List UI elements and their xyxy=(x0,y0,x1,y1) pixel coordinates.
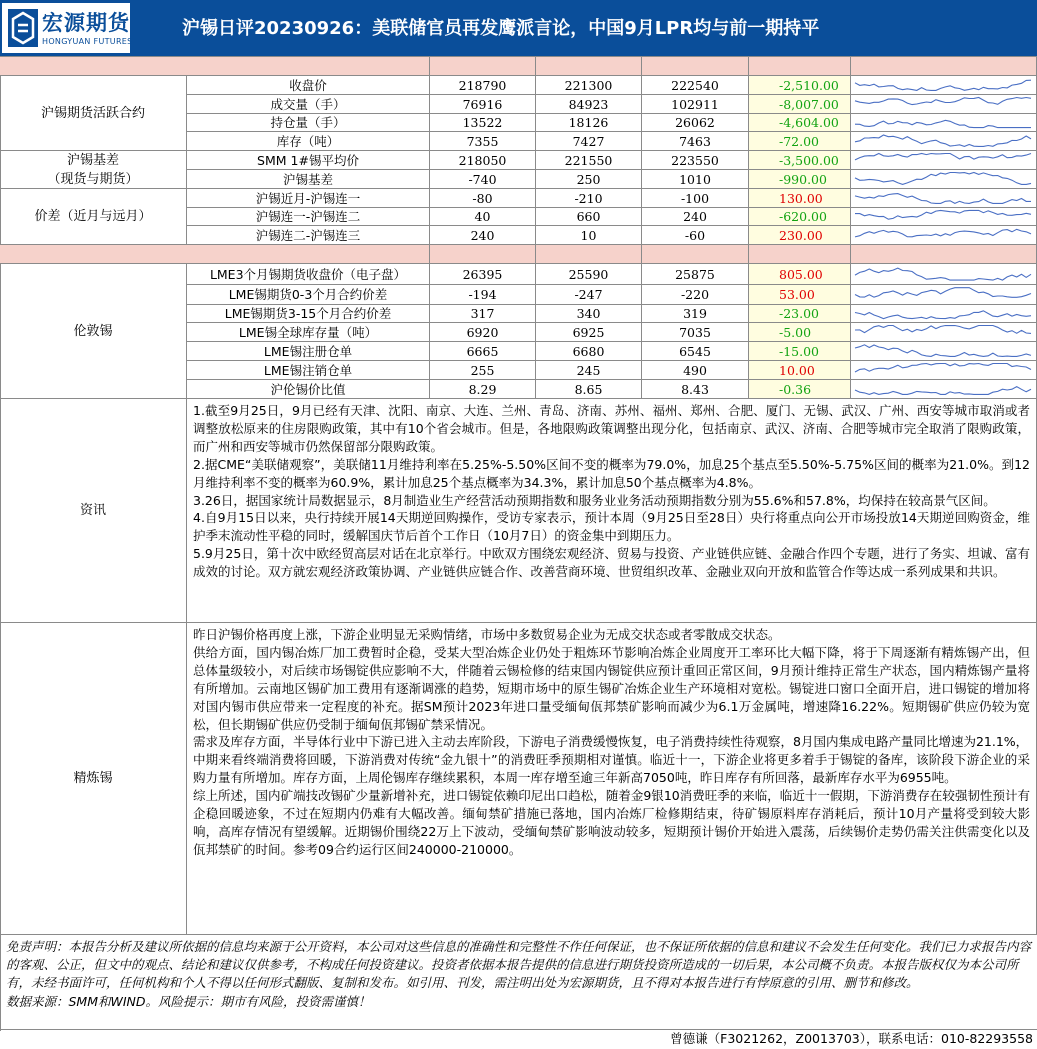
trend-cell xyxy=(851,380,1037,399)
news-paragraph: 5.9月25日，第十次中欧经贸高层对话在北京举行。中欧双方围绕宏观经济、贸易与投资、产业链供应链、金融合作四个专题，进行了务实、坦诚、富有成效的讨论。双方就宏观经济政策协调、产业链供应链合作、改善营商环境、世贸组织改革、金融业双向开放和监管合作等达成一系列成果和共识。 xyxy=(193,546,1030,580)
refined-tin-paragraph: 综上所述，国内矿端技改锡矿少量新增补充，进口锡锭依赖印尼出口趋松，随着金9银10消费旺季的来临，临近十一假期，下游消费存在较强韧性预计有企稳回暖迹象，不过在短期内仍难有大幅改善。缅甸禁矿措施已落地，国内冶炼厂检修期结束，待矿锡原料库存消耗后，预计10月产量将受到较大影响，高库存情况有望缓解。近期锡价围绕22万上下波动，受缅甸禁矿影响波动较多，短期预计锡价开始进入震荡，后续锡价走势仍需关注供需变化以及佤邦禁矿的时间。参考09合约运行区间240000-210000。 xyxy=(193,788,1030,857)
value-cell: -220 xyxy=(642,285,749,305)
row-label: 成交量（手） xyxy=(187,95,430,114)
sparkline-chart xyxy=(851,208,1036,225)
sparkline-line xyxy=(855,98,1031,105)
disclaimer xyxy=(0,935,1037,1030)
column-header xyxy=(430,245,536,264)
value-cell: 10 xyxy=(536,226,642,245)
column-header xyxy=(749,57,851,76)
value-cell: 7463 xyxy=(642,132,749,151)
report-header xyxy=(0,0,1037,56)
logo-mark-icon xyxy=(8,9,38,47)
value-cell: 25590 xyxy=(536,264,642,285)
change-cell: -72.00 xyxy=(749,132,851,151)
news-paragraph: 2.据CME“美联储观察”，美联储11月维持利率在5.25%-5.50%区间不变的概率为79.0%，加息25个基点至5.50%-5.75%区间的概率为21.0%。到12月维持利率不变的概率为60.9%，累计加息25个基点概率为34.3%，累计加息50个基点概率为4.8%。 xyxy=(193,456,1030,490)
trend-cell xyxy=(851,76,1037,95)
value-cell: 25875 xyxy=(642,264,749,285)
sparkline-chart xyxy=(851,323,1036,341)
value-cell: 319 xyxy=(642,305,749,323)
refined-tin-label: 精炼锡 xyxy=(0,623,187,935)
value-cell: 102911 xyxy=(642,95,749,114)
sparkline-line xyxy=(855,387,1031,395)
row-group-label: 伦敦锡 xyxy=(0,264,187,399)
value-cell: 490 xyxy=(642,361,749,380)
column-header xyxy=(642,245,749,264)
sparkline-line xyxy=(855,345,1031,357)
change-cell: -990.00 xyxy=(749,170,851,189)
row-label: 沪锡基差 xyxy=(187,170,430,189)
value-cell: -247 xyxy=(536,285,642,305)
value-cell: -194 xyxy=(430,285,536,305)
change-cell: -8,007.00 xyxy=(749,95,851,114)
sparkline-chart xyxy=(851,380,1036,398)
sparkline-line xyxy=(855,229,1031,237)
column-header-blank xyxy=(0,245,430,264)
column-header xyxy=(430,57,536,76)
value-cell: 84923 xyxy=(536,95,642,114)
refined-tin-content xyxy=(187,623,1037,935)
trend-cell xyxy=(851,189,1037,208)
column-header xyxy=(749,245,851,264)
news-paragraph: 3.26日，据国家统计局数据显示，8月制造业生产经营活动预期指数和服务业业务活动预期指数分别为55.6%和57.8%，均保持在较高景气区间。 xyxy=(193,492,996,508)
sparkline-chart xyxy=(851,342,1036,360)
column-header xyxy=(851,57,1037,76)
sparkline-chart xyxy=(851,285,1036,304)
value-cell: 7427 xyxy=(536,132,642,151)
news-label: 资讯 xyxy=(0,399,187,623)
sparkline-line xyxy=(855,194,1031,204)
trend-cell xyxy=(851,264,1037,285)
value-cell: -210 xyxy=(536,189,642,208)
value-cell: 245 xyxy=(536,361,642,380)
value-cell: 18126 xyxy=(536,114,642,132)
row-group-label xyxy=(0,151,187,189)
row-label: 库存（吨） xyxy=(187,132,430,151)
column-header-variable xyxy=(0,57,430,76)
company-logo xyxy=(2,3,133,53)
column-header xyxy=(536,245,642,264)
sparkline-chart xyxy=(851,132,1036,150)
change-cell: 53.00 xyxy=(749,285,851,305)
change-cell: -0.36 xyxy=(749,380,851,399)
change-cell: -620.00 xyxy=(749,208,851,226)
value-cell: 250 xyxy=(536,170,642,189)
sparkline-chart xyxy=(851,76,1036,94)
trend-cell xyxy=(851,305,1037,323)
value-cell: -740 xyxy=(430,170,536,189)
value-cell: 223550 xyxy=(642,151,749,170)
row-label: 持仓量（手） xyxy=(187,114,430,132)
row-group-label-line: （现货与期货） xyxy=(47,171,139,187)
value-cell: 221300 xyxy=(536,76,642,95)
row-label: LME锡注销仓单 xyxy=(187,361,430,380)
news-content xyxy=(187,399,1037,623)
change-cell: -3,500.00 xyxy=(749,151,851,170)
value-cell: 8.29 xyxy=(430,380,536,399)
value-cell: 660 xyxy=(536,208,642,226)
trend-cell xyxy=(851,95,1037,114)
sparkline-line xyxy=(855,288,1031,298)
value-cell: 8.43 xyxy=(642,380,749,399)
disclaimer-paragraph: 数据来源：SMM和WIND。风险提示：期市有风险，投资需谨慎！ xyxy=(6,993,371,1009)
sparkline-line xyxy=(855,210,1031,219)
row-label: 沪锡近月-沪锡连一 xyxy=(187,189,430,208)
logo-text-en: HONGYUAN FUTURES xyxy=(42,37,133,46)
news-paragraph: 4.自9月15日以来，央行持续开展14天期逆回购操作，受访专家表示，预计本周（9月25日至28日）央行将重点向公开市场投放14天期逆回购资金，维护季末流动性平稳的同时，缓解国庆节后首个工作日（10月7日）的资金集中到期压力。 xyxy=(193,510,1030,544)
sparkline-chart xyxy=(851,226,1036,244)
sparkline-line xyxy=(855,364,1031,373)
value-cell: 26062 xyxy=(642,114,749,132)
value-cell: 240 xyxy=(642,208,749,226)
value-cell: 6920 xyxy=(430,323,536,342)
row-label: LME锡注册仓单 xyxy=(187,342,430,361)
value-cell: -60 xyxy=(642,226,749,245)
trend-cell xyxy=(851,208,1037,226)
value-cell: -80 xyxy=(430,189,536,208)
row-label: 沪锡连二-沪锡连三 xyxy=(187,226,430,245)
refined-tin-paragraph: 供给方面，国内锡冶炼厂加工费暂时企稳，受某大型冶炼企业仍处于粗炼环节影响冶炼企业周度开工率环比大幅下降，将于下周逐渐有精炼锡产出，但总体量级较小，对后续市场锡锭供应影响不大，伴随着云锡检修的结束国内锡锭供应预计重回正常区间，9月预计维持正常生产状态，国内精炼锡产量将有所增加。云南地区锡矿加工费用有逐渐调涨的趋势，短期市场中的原生锡矿冶炼企业生产环境相对宽松。锡锭进口窗口全面开启，进口锡锭的增加将对国内锡市供应带来一定程度的补充。据SM预计2023年进口量受缅甸佤邦禁矿影响而减少为6.1万金属吨，增速降16.22%。短期锡矿供应仍较为宽松，但长期锡矿供应仍受制于缅甸佤邦锡矿禁采情况。 xyxy=(193,644,1030,732)
trend-cell xyxy=(851,114,1037,132)
change-cell: 230.00 xyxy=(749,226,851,245)
change-cell: -2,510.00 xyxy=(749,76,851,95)
sparkline-line xyxy=(855,120,1031,127)
row-label: LME锡期货0-3个月合约价差 xyxy=(187,285,430,305)
value-cell: 26395 xyxy=(430,264,536,285)
trend-cell xyxy=(851,342,1037,361)
disclaimer-paragraph: 免责声明：本报告分析及建议所依据的信息均来源于公开资料，本公司对这些信息的准确性和完整性不作任何保证，也不保证所依据的信息和建议不会发生任何变化。我们已力求报告内容的客观、公正，但文中的观点、结论和建议仅供参考，不构成任何投资建议。投资者依据本报告提供的信息进行期货投资所造成的一切后果，本公司概不负责。本报告版权仅为本公司所有，未经书面许可，任何机构和个人不得以任何形式翻版、复制和发布。如引用、刊发，需注明出处为宏源期货，且不得对本报告进行有悖原意的引用、删节和修改。 xyxy=(6,939,1032,991)
column-header xyxy=(536,57,642,76)
value-cell: 6665 xyxy=(430,342,536,361)
sparkline-chart xyxy=(851,114,1036,131)
sparkline-chart xyxy=(851,189,1036,207)
sparkline-line xyxy=(855,311,1031,319)
value-cell: 6680 xyxy=(536,342,642,361)
change-cell: -4,604.00 xyxy=(749,114,851,132)
contact-info: 曾德谦（F3021262，Z0013703），联系电话：010-82293558 xyxy=(670,1031,1033,1046)
sparkline-chart xyxy=(851,170,1036,188)
value-cell: 7035 xyxy=(642,323,749,342)
sparkline-chart xyxy=(851,305,1036,322)
value-cell: 1010 xyxy=(642,170,749,189)
row-label: 沪锡连一-沪锡连二 xyxy=(187,208,430,226)
value-cell: 218790 xyxy=(430,76,536,95)
change-cell: 10.00 xyxy=(749,361,851,380)
trend-cell xyxy=(851,170,1037,189)
column-header xyxy=(851,245,1037,264)
sparkline-chart xyxy=(851,151,1036,169)
value-cell: 218050 xyxy=(430,151,536,170)
trend-cell xyxy=(851,361,1037,380)
sparkline-line xyxy=(855,268,1031,280)
row-group-label-line: 沪锡基差 xyxy=(66,152,119,168)
value-cell: 255 xyxy=(430,361,536,380)
change-cell: -15.00 xyxy=(749,342,851,361)
row-label: 收盘价 xyxy=(187,76,430,95)
sparkline-chart xyxy=(851,361,1036,379)
row-label: 沪伦锡价比值 xyxy=(187,380,430,399)
row-label: LME锡期货3-15个月合约价差 xyxy=(187,305,430,323)
change-cell: -23.00 xyxy=(749,305,851,323)
value-cell: 13522 xyxy=(430,114,536,132)
sparkline-line xyxy=(855,173,1031,185)
row-group-label: 价差（近月与远月） xyxy=(0,189,187,245)
trend-cell xyxy=(851,226,1037,245)
row-group-label: 沪锡期货活跃合约 xyxy=(0,76,187,151)
trend-cell xyxy=(851,285,1037,305)
value-cell: -100 xyxy=(642,189,749,208)
value-cell: 76916 xyxy=(430,95,536,114)
sparkline-line xyxy=(855,326,1031,334)
sparkline-chart xyxy=(851,264,1036,284)
value-cell: 6925 xyxy=(536,323,642,342)
sparkline-line xyxy=(855,80,1031,90)
trend-cell xyxy=(851,151,1037,170)
report-title: 沪锡日评20230926：美联储官员再发鹰派言论，中国9月LPR均与前一期持平 xyxy=(182,18,820,39)
trend-cell xyxy=(851,132,1037,151)
value-cell: 8.65 xyxy=(536,380,642,399)
change-cell: 130.00 xyxy=(749,189,851,208)
row-label: LME3个月锡期货收盘价（电子盘） xyxy=(187,264,430,285)
refined-tin-paragraph: 昨日沪锡价格再度上涨，下游企业明显无采购情绪，市场中多数贸易企业为无成交状态或者零散成交状态。 xyxy=(193,627,781,642)
sparkline-line xyxy=(855,154,1031,160)
logo-text-cn: 宏源期货 xyxy=(42,11,130,35)
value-cell: 7355 xyxy=(430,132,536,151)
value-cell: 222540 xyxy=(642,76,749,95)
row-label: LME锡全球库存量（吨） xyxy=(187,323,430,342)
value-cell: 240 xyxy=(430,226,536,245)
change-cell: -5.00 xyxy=(749,323,851,342)
column-header xyxy=(642,57,749,76)
refined-tin-paragraph: 需求及库存方面，半导体行业中下游已进入主动去库阶段，下游电子消费缓慢恢复，电子消费持续性待观察，8月国内集成电路产量同比增速为21.1%， xyxy=(193,734,1029,750)
trend-cell xyxy=(851,323,1037,342)
value-cell: 221550 xyxy=(536,151,642,170)
value-cell: 340 xyxy=(536,305,642,323)
value-cell: 40 xyxy=(430,208,536,226)
value-cell: 317 xyxy=(430,305,536,323)
sparkline-chart xyxy=(851,95,1036,113)
change-cell: 805.00 xyxy=(749,264,851,285)
value-cell: 6545 xyxy=(642,342,749,361)
news-paragraph: 1.截至9月25日，9月已经有天津、沈阳、南京、大连、兰州、青岛、济南、苏州、福州、郑州、合肥、厦门、无锡、武汉、广州、西安等城市取消或者调整放松原来的住房限购政策，其中有10个省会城市。但是，各地限购政策调整出现分化，包括南京、武汉、济南、合肥等城市完全取消了限购政策，而广州和西安等城市仍然保留部分限购政策。 xyxy=(193,403,1030,454)
sparkline-line xyxy=(855,135,1031,146)
refined-tin-paragraph: 中期来看终端消费将回暖，下游消费对传统“金九银十”的消费旺季预期相对谨慎。临近十一，下游企业将更多着手于锡锭的备库，该阶段下游企业的采购力量有所增加。库存方面，上周伦锡库存继续累积，本周一库存增至逾三年新高7050吨，昨日库存有所回落，最新库存水平为6955吨。 xyxy=(193,752,1030,786)
row-label: SMM 1#锡平均价 xyxy=(187,151,430,170)
